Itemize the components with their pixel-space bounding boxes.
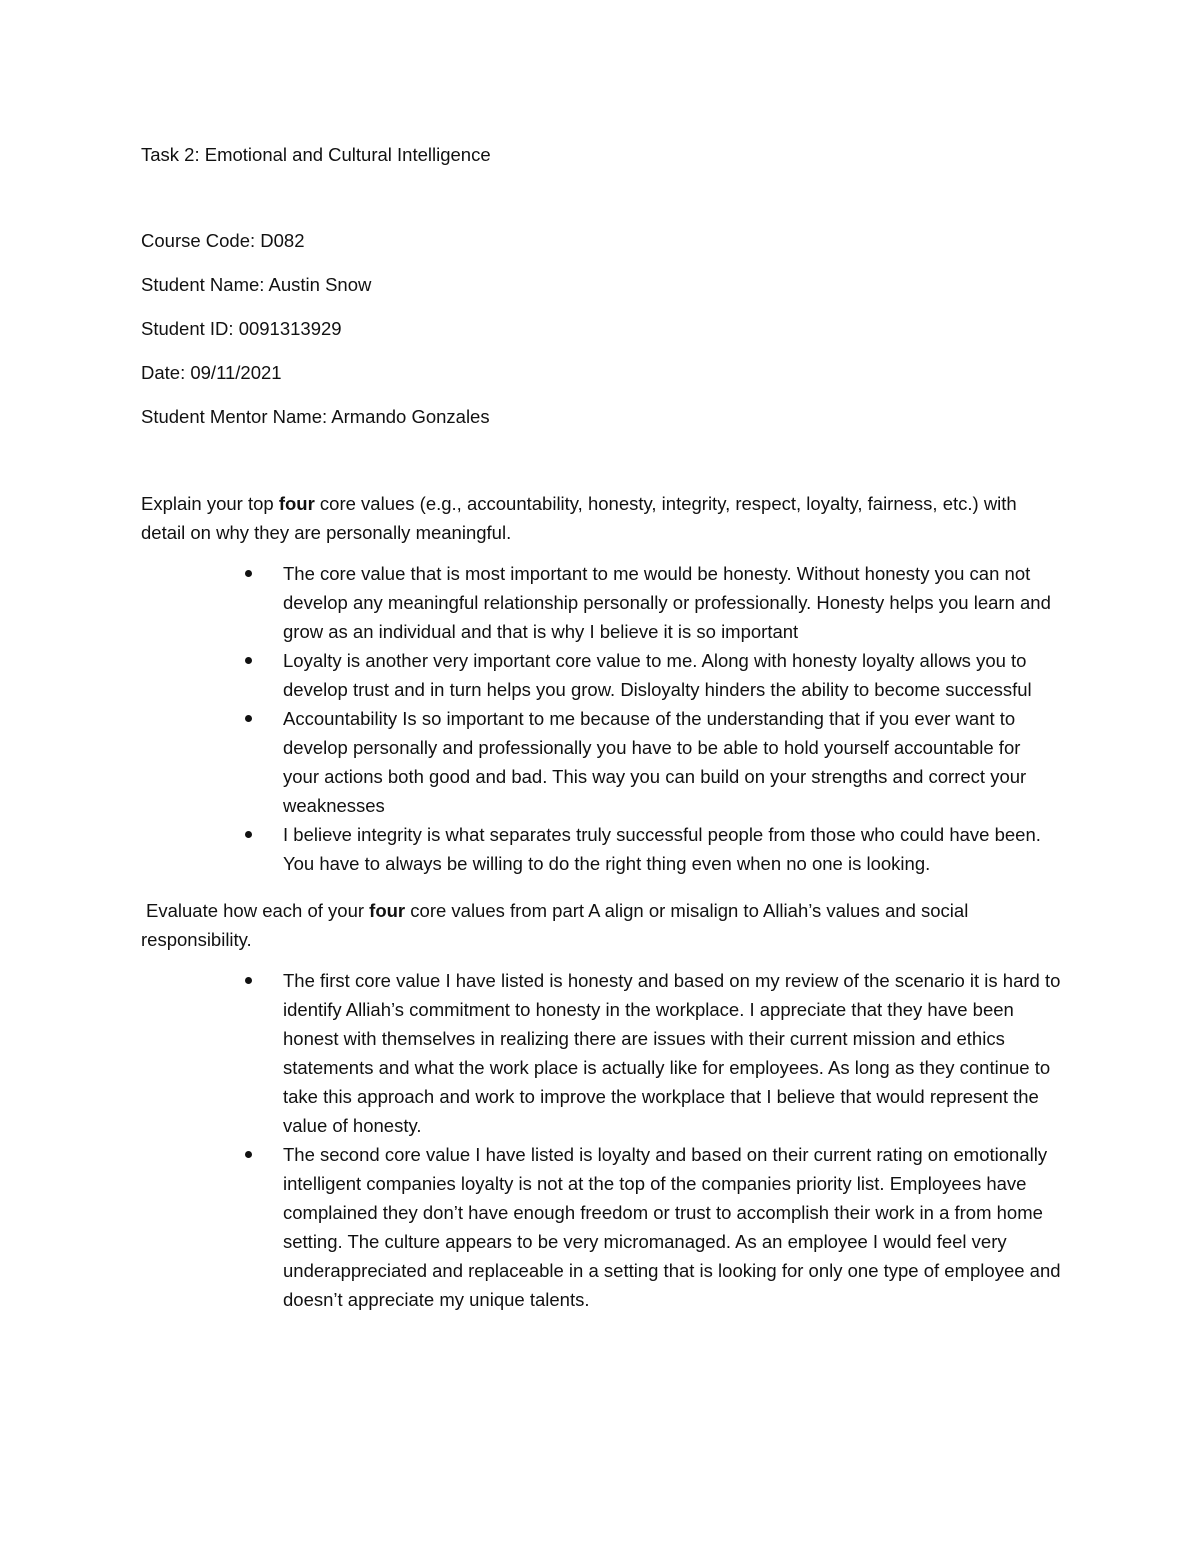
prompt-text: Evaluate how each of your (146, 900, 370, 921)
list-item (283, 1140, 1061, 1314)
section-a-prompt (141, 489, 1061, 547)
prompt-text: Explain your top (141, 493, 279, 514)
student-mentor-name: Student Mentor Name: Armando Gonzales (141, 406, 490, 427)
document-title: Task 2: Emotional and Cultural Intelligence (141, 144, 491, 165)
bullet-icon (245, 570, 252, 577)
prompt-emphasis: four (278, 493, 315, 514)
section-a-list (141, 559, 1061, 878)
list-item (283, 559, 1061, 646)
bullet-icon (245, 977, 252, 984)
section-b-prompt (141, 896, 1061, 954)
bullet-icon (245, 715, 252, 722)
list-item-text: I believe integrity is what separates truly successful people from those who could have been. You have to always be willing to do the right thing even when no one is looking. (283, 824, 1041, 874)
list-item-text: The core value that is most important to me would be honesty. Without honesty you can not develop any meaningful relationship personally or professionally. Honesty helps you learn and grow as an individual and that is why I believe it is so important (283, 563, 1051, 642)
list-item-text: Loyalty is another very important core value to me. Along with honesty loyalty allows you to develop trust and in turn helps you grow. Disloyalty hinders the ability to become successful (283, 650, 1032, 700)
list-item-text: Accountability Is so important to me because of the understanding that if you ever want to develop personally and professionally you have to be able to hold yourself accountable for your actions both good and bad. This way you can build on your strengths and correct your weaknesses (283, 708, 1027, 816)
list-item (283, 820, 1061, 878)
date: Date: 09/11/2021 (141, 362, 282, 383)
prompt-text: core values (e.g., accountability, honesty, integrity, respect, loyalty, fairness, etc.) with detail on why they are personally meaningful. (141, 493, 1017, 543)
list-item (283, 646, 1061, 704)
course-code: Course Code: D082 (141, 230, 305, 251)
bullet-icon (245, 831, 252, 838)
list-item (283, 966, 1061, 1140)
prompt-text: core values from part A align or misalign to Alliah’s values and social responsibility. (141, 900, 969, 950)
student-name: Student Name: Austin Snow (141, 274, 372, 295)
student-id: Student ID: 0091313929 (141, 318, 342, 339)
list-item (283, 704, 1061, 820)
bullet-icon (245, 1151, 252, 1158)
section-b-list (141, 966, 1061, 1314)
bullet-icon (245, 657, 252, 664)
document-body (141, 140, 1061, 1314)
list-item-text: The first core value I have listed is honesty and based on my review of the scenario it is hard to identify Alliah’s commitment to honesty in the workplace. I appreciate that they have been honest with themselves in realizing there are issues with their current mission and ethics statements and what the work place is actually like for employees. As long as they continue to take this approach and work to improve the workplace that I believe that would represent the value of honesty. (283, 970, 1061, 1136)
list-item-text: The second core value I have listed is loyalty and based on their current rating on emotionally intelligent companies loyalty is not at the top of the companies priority list. Employees have complained they don’t have enough freedom or trust to accomplish their work in a from home setting. The culture appears to be very micromanaged. As an employee I would feel very underappreciated and replaceable in a setting that is looking for only one type of employee and doesn’t appreciate my unique talents. (283, 1144, 1061, 1310)
prompt-emphasis: four (369, 900, 406, 921)
